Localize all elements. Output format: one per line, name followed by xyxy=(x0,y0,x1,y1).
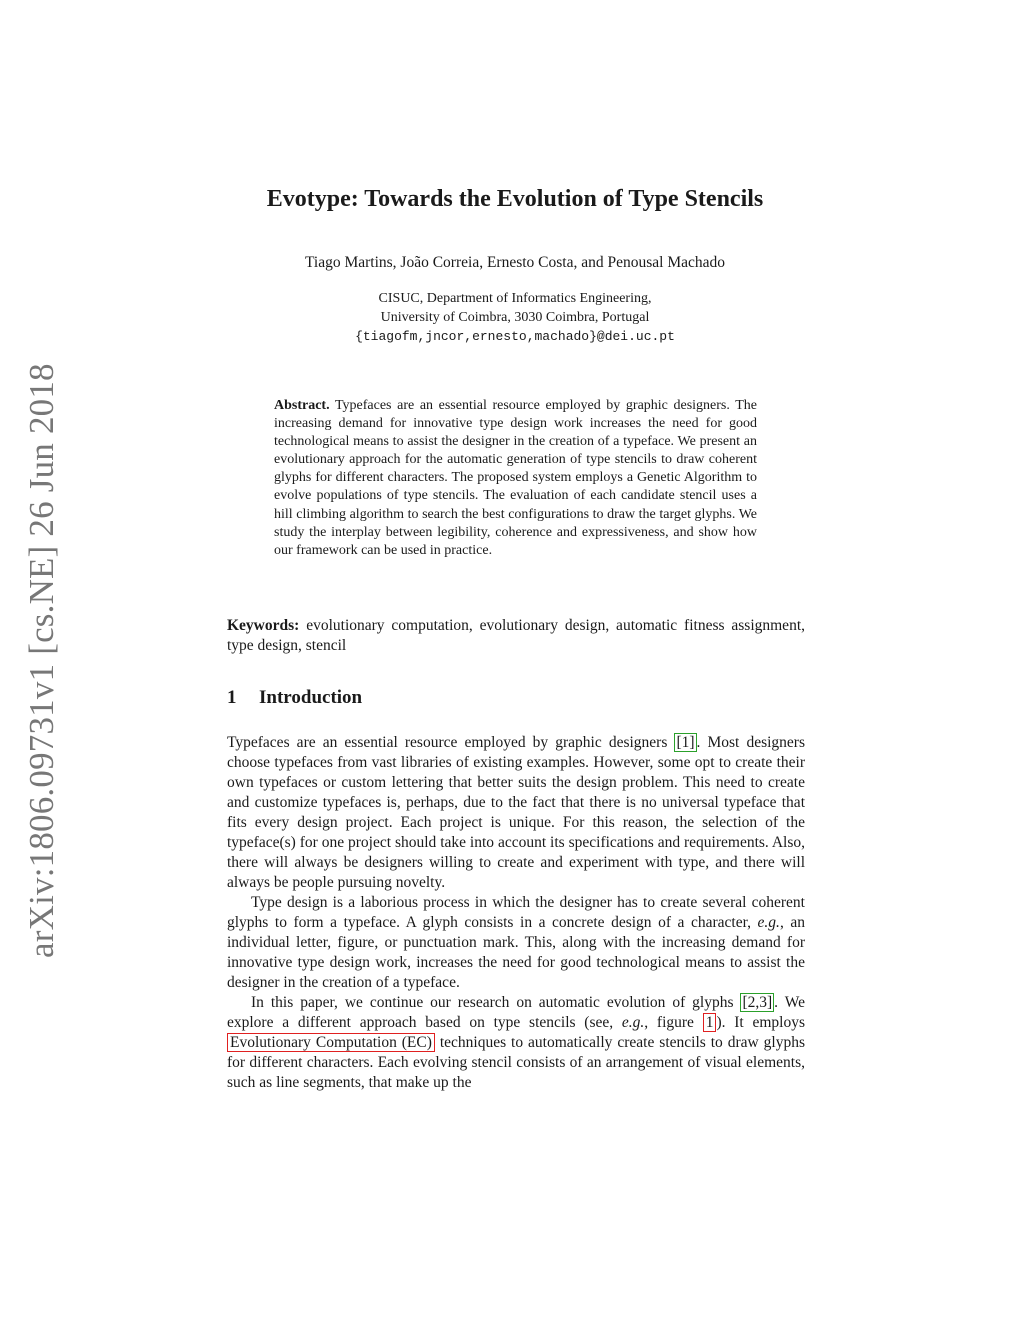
arxiv-identifier: arXiv:1806.09731v1 [cs.NE] 26 Jun 2018 xyxy=(22,363,61,958)
text-run: e.g. xyxy=(621,1014,645,1031)
keywords-label: Keywords: xyxy=(227,617,300,634)
abstract xyxy=(274,397,757,560)
text-run: , an individual letter, figure, or punctuation mark. This, along with the increasing demand for innovative type design work, increases the need for good technological means to assist the designer in the creation of a typeface. xyxy=(227,914,805,991)
author-emails: {tiagofm,jncor,ernesto,machado}@dei.uc.pt xyxy=(355,329,675,344)
text-run: , figure xyxy=(644,1014,703,1031)
author-list: Tiago Martins, João Correia, Ernesto Costa, and Penousal Machado xyxy=(304,254,725,271)
introduction-body xyxy=(227,733,805,1093)
intro-paragraph-1 xyxy=(227,733,805,893)
intro-paragraph-2 xyxy=(227,893,805,993)
text-run: . Most designers choose typefaces from vast libraries of existing examples. However, some opt to create their own typefaces or custom lettering that better suits the design problem. This need to create and customize typefaces is, perhaps, due to the fact that there is no universal typeface that fits every design project. Each project is unique. For this reason, the selection of the typeface(s) for one project should take into account its specifications and requirements. Also, there will always be designers willing to create and experiment with type, and there will always be people pursuing novelty. xyxy=(227,734,805,891)
text-run: . We explore a different approach based on type stencils (see, xyxy=(227,994,805,1031)
text-run: Typefaces are an essential resource employed by graphic designers xyxy=(227,734,675,751)
abstract-text: Typefaces are an essential resource employed by graphic designers. The increasing demand for innovative type design work increases the need for good technological means to assist the designer in the creation of a typeface. We present an evolutionary approach for the automatic generation of type stencils to draw coherent glyphs for different characters. The proposed system employs a Genetic Algorithm to evolve populations of type stencils. The evaluation of each candidate stencil uses a hill climbing algorithm to search the best configurations to draw the target glyphs. We study the interplay between legibility, coherence and expressiveness, and show how our framework can be used in practice. xyxy=(274,398,757,558)
affiliation xyxy=(0,289,1024,346)
text-run: e.g. xyxy=(757,914,780,931)
text-run: techniques to automatically create stencils to draw glyphs for different characters. Each evolving stencil consists of an arrangement of visual elements, such as line segments, that make up the xyxy=(227,1034,805,1091)
affiliation-university: University of Coimbra, 3030 Coimbra, Portugal xyxy=(380,310,650,325)
acronym-link[interactable]: Evolutionary Computation (EC) xyxy=(227,1033,435,1052)
paper-title: Evotype: Towards the Evolution of Type Stencils xyxy=(266,186,764,212)
keywords xyxy=(227,616,805,656)
section-title: Introduction xyxy=(259,687,363,708)
text-run: Type design is a laborious process in which the designer has to create several coherent glyphs to form a typeface. A glyph consists in a concrete design of a character, xyxy=(227,894,805,931)
text-run: ). It employs xyxy=(716,1014,805,1031)
section-number: 1 xyxy=(227,687,237,708)
figure-link[interactable]: 1 xyxy=(703,1013,717,1032)
citation-link[interactable]: [1] xyxy=(676,734,695,751)
abstract-label: Abstract. xyxy=(274,398,330,413)
affiliation-department: CISUC, Department of Informatics Engineering, xyxy=(378,291,652,306)
citation-link[interactable]: [2,3] xyxy=(742,994,773,1011)
text-run: In this paper, we continue our research on automatic evolution of glyphs xyxy=(251,994,741,1011)
section-heading xyxy=(227,687,362,709)
keywords-text: evolutionary computation, evolutionary design, automatic fitness assignment, type design, stencil xyxy=(227,617,805,654)
intro-paragraph-3 xyxy=(227,993,805,1093)
